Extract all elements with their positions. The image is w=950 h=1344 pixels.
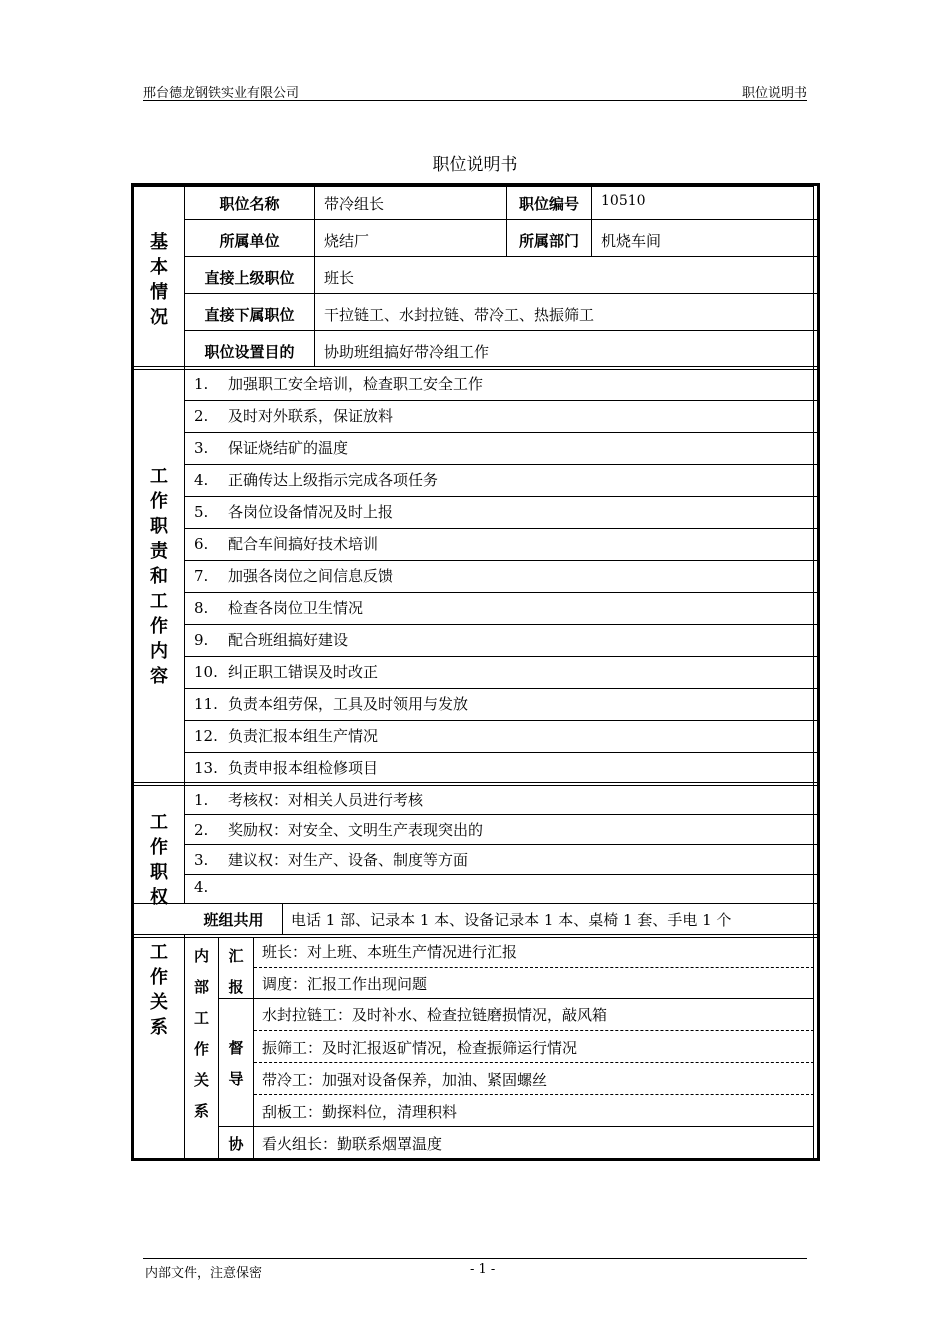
- supervise-item: 水封拉链工：及时补水、检查拉链磨损情况，敲风箱: [262, 1006, 608, 1024]
- doc-type: 职位说明书: [741, 86, 807, 101]
- report-item: 调度：汇报工作出现问题: [262, 975, 428, 993]
- duty-item: [194, 469, 438, 490]
- duty-num: 13.: [194, 759, 218, 777]
- duty-item: [194, 597, 363, 618]
- duty-text: 及时对外联系，保证放料: [228, 407, 394, 425]
- duty-text: 正确传达上级指示完成各项任务: [228, 471, 439, 489]
- supervise-item: 振筛工：及时汇报返矿情况，检查振筛运行情况: [262, 1039, 578, 1057]
- duty-num: 3.: [194, 439, 209, 457]
- duty-num: 8.: [194, 599, 209, 617]
- authority-num: 4.: [194, 878, 209, 896]
- authority-num: 1.: [194, 791, 209, 809]
- duty-text: 配合车间搞好技术培训: [228, 535, 379, 553]
- duty-item: [194, 501, 393, 522]
- supervise-label: [219, 1033, 253, 1095]
- shared-equipment-value: 电话 1 部、记录本 1 本、设备记录本 1 本、桌椅 1 套、手电 1 个: [291, 911, 732, 929]
- subordinate-label: 直接下属职位: [204, 306, 295, 324]
- duty-num: 12.: [194, 727, 218, 745]
- authority-text: 考核权：对相关人员进行考核: [228, 791, 424, 809]
- duty-text: 负责汇报本组生产情况: [228, 727, 379, 745]
- page-header: [143, 80, 807, 101]
- report-item: 班长：对上班、本班生产情况进行汇报: [262, 943, 518, 961]
- unit-label: 所属单位: [219, 232, 280, 250]
- position-name-label: 职位名称: [219, 195, 280, 213]
- report-label: [219, 941, 253, 1003]
- subordinate-value: 干拉链工、水封拉链、带冷工、热振筛工: [324, 306, 595, 324]
- duty-text: 保证烧结矿的温度: [228, 439, 349, 457]
- authority-item: [194, 819, 483, 840]
- authority-item: [194, 878, 228, 896]
- position-name-value: 带冷组长: [324, 195, 385, 213]
- purpose-value: 协助班组搞好带冷组工作: [324, 343, 490, 361]
- position-code-value: 10510: [601, 193, 646, 209]
- supervise-item: 带冷工：加强对设备保养，加油、紧固螺丝: [262, 1071, 548, 1089]
- duty-text: 加强职工安全培训，检查职工安全工作: [228, 375, 484, 393]
- duty-text: 加强各岗位之间信息反馈: [228, 567, 394, 585]
- duty-num: 5.: [194, 503, 209, 521]
- duty-num: 11.: [194, 695, 218, 713]
- company-name: 邢台德龙钢铁实业有限公司: [143, 86, 300, 101]
- internal-relations-text: 内部工作关系: [193, 947, 209, 1120]
- duty-num: 10.: [194, 663, 218, 681]
- duty-num: 4.: [194, 471, 209, 489]
- coop-item: 看火组长：勤联系烟罩温度: [262, 1135, 443, 1153]
- supervise-label-text: 督导: [228, 1039, 244, 1088]
- duty-item: [194, 725, 378, 746]
- duty-item: [194, 437, 348, 458]
- duty-text: 配合班组搞好建设: [228, 631, 349, 649]
- authority-item: [194, 789, 423, 810]
- supervise-item: 刮板工：勤探料位，清理积料: [262, 1103, 458, 1121]
- page-number: - 1 -: [470, 1262, 496, 1277]
- footer-note: 内部文件，注意保密: [145, 1266, 263, 1281]
- superior-label: 直接上级职位: [204, 269, 295, 287]
- basic-section-text: 基本情况: [150, 232, 168, 328]
- dept-label: 所属部门: [518, 232, 579, 250]
- coop-label: 协: [228, 1135, 244, 1153]
- relations-section-text: 工作关系: [150, 942, 168, 1038]
- duty-item: [194, 405, 393, 426]
- duty-num: 1.: [194, 375, 209, 393]
- authority-section-label: [134, 810, 184, 910]
- authority-section-text: 工作职权: [150, 812, 168, 908]
- purpose-label: 职位设置目的: [204, 343, 295, 361]
- authority-text: 奖励权：对安全、文明生产表现突出的: [228, 821, 484, 839]
- authority-num: 2.: [194, 821, 209, 839]
- internal-relations-label: [185, 941, 218, 1127]
- duty-text: 负责申报本组检修项目: [228, 759, 379, 777]
- duties-section-label: [134, 464, 184, 689]
- position-code-label: 职位编号: [518, 195, 579, 213]
- duty-text: 负责本组劳保，工具及时领用与发放: [228, 695, 469, 713]
- relations-section-label: [134, 940, 184, 1040]
- duty-text: 纠正职工错误及时改正: [228, 663, 379, 681]
- dept-value: 机烧车间: [601, 232, 662, 250]
- authority-item: [194, 849, 468, 870]
- duty-item: [194, 693, 468, 714]
- unit-value: 烧结厂: [324, 232, 370, 250]
- duty-item: [194, 373, 483, 394]
- authority-num: 3.: [194, 851, 209, 869]
- duty-item: [194, 565, 393, 586]
- authority-text: 建议权：对生产、设备、制度等方面: [228, 851, 469, 869]
- shared-equipment-label: 班组共用: [203, 911, 264, 929]
- duty-num: 6.: [194, 535, 209, 553]
- page-title: 职位说明书: [432, 155, 518, 175]
- duty-item: [194, 533, 378, 554]
- duty-text: 各岗位设备情况及时上报: [228, 503, 394, 521]
- report-label-text: 汇报: [228, 947, 244, 996]
- duty-item: [194, 757, 378, 778]
- duty-num: 7.: [194, 567, 209, 585]
- superior-value: 班长: [324, 269, 355, 287]
- duty-item: [194, 629, 348, 650]
- duty-num: 9.: [194, 631, 209, 649]
- duty-item: [194, 661, 378, 682]
- duties-section-text: 工作职责和工作内容: [150, 466, 168, 687]
- footer-divider: [143, 1258, 807, 1259]
- basic-section-label: [134, 230, 184, 330]
- duty-num: 2.: [194, 407, 209, 425]
- duty-text: 检查各岗位卫生情况: [228, 599, 364, 617]
